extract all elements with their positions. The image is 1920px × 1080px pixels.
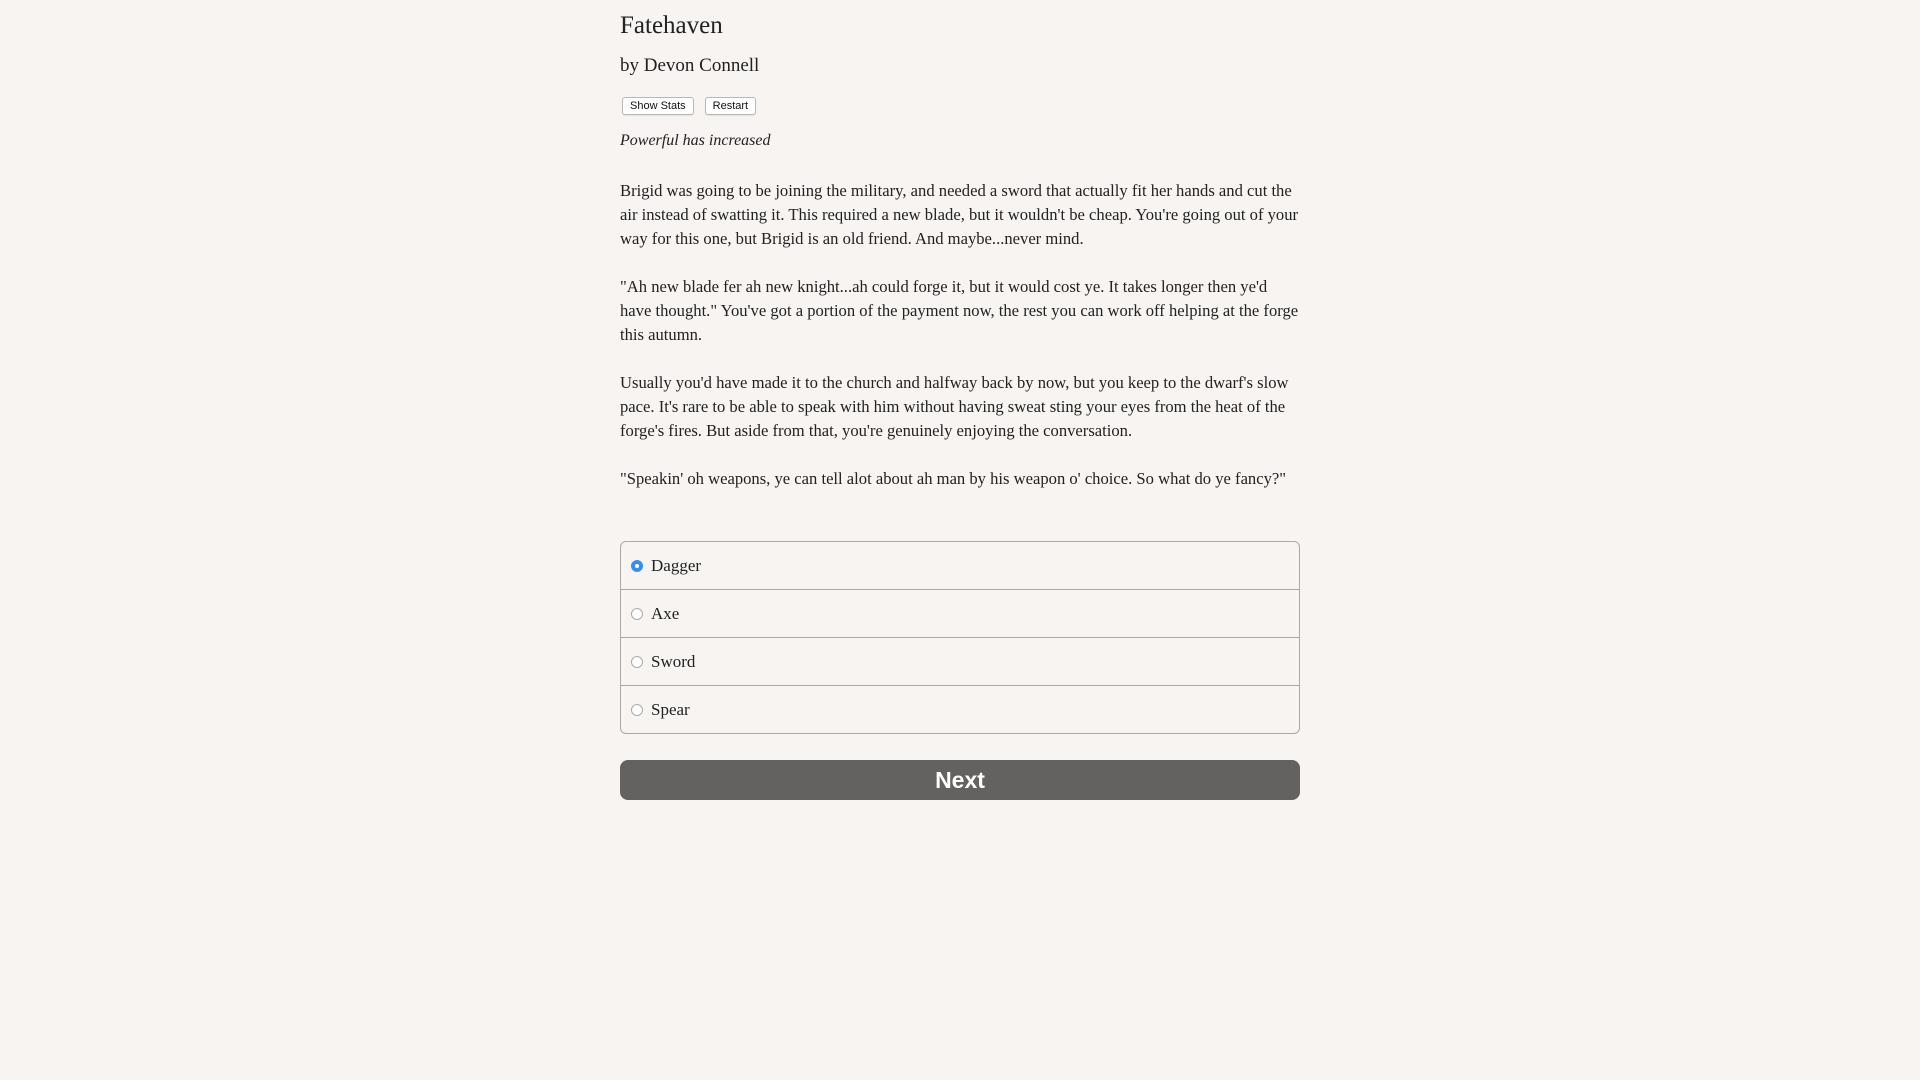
story-paragraph: "Ah new blade fer ah new knight...ah could forge it, but it would cost ye. It takes longer then ye'd have thought." You've got a portion of the payment now, the rest you can work off helping at the forge this autumn. — [620, 277, 1299, 344]
restart-button[interactable]: Restart — [705, 97, 756, 115]
stat-change-notice: Powerful has increased — [620, 132, 771, 149]
choice-label: Spear — [651, 699, 690, 719]
choice-option-axe[interactable] — [621, 589, 1299, 637]
choice-label: Axe — [651, 603, 680, 623]
toolbar — [622, 97, 756, 115]
choice-option-spear[interactable] — [621, 685, 1299, 733]
choice-option-dagger[interactable] — [621, 542, 1299, 589]
story-paragraph: Usually you'd have made it to the church and halfway back by now, but you keep to the dwarf's slow pace. It's rare to be able to speak with him without having sweat sting your eyes from the heat of the forge's fires. But aside from that, you're genuinely enjoying the conversation. — [620, 373, 1289, 440]
choice-label: Dagger — [651, 555, 702, 575]
choice-list — [620, 541, 1300, 734]
radio-unchecked-icon[interactable] — [631, 608, 643, 620]
radio-unchecked-icon[interactable] — [631, 656, 643, 668]
radio-checked-icon[interactable] — [631, 560, 643, 572]
show-stats-button[interactable]: Show Stats — [622, 97, 694, 115]
radio-unchecked-icon[interactable] — [631, 704, 643, 716]
choice-option-sword[interactable] — [621, 637, 1299, 685]
story-text — [620, 179, 1302, 515]
game-title: Fatehaven — [620, 12, 723, 39]
game-author: by Devon Connell — [620, 55, 760, 76]
choice-label: Sword — [651, 651, 696, 671]
story-paragraph: Brigid was going to be joining the military, and needed a sword that actually fit her hands and cut the air instead of swatting it. This required a new blade, but it wouldn't be cheap. You're going out of your way for this one, but Brigid is an old friend. And maybe...never mind. — [620, 181, 1299, 248]
story-paragraph: "Speakin' oh weapons, ye can tell alot about ah man by his weapon o' choice. So what do ye fancy?" — [620, 469, 1287, 488]
next-button[interactable]: Next — [620, 760, 1300, 800]
